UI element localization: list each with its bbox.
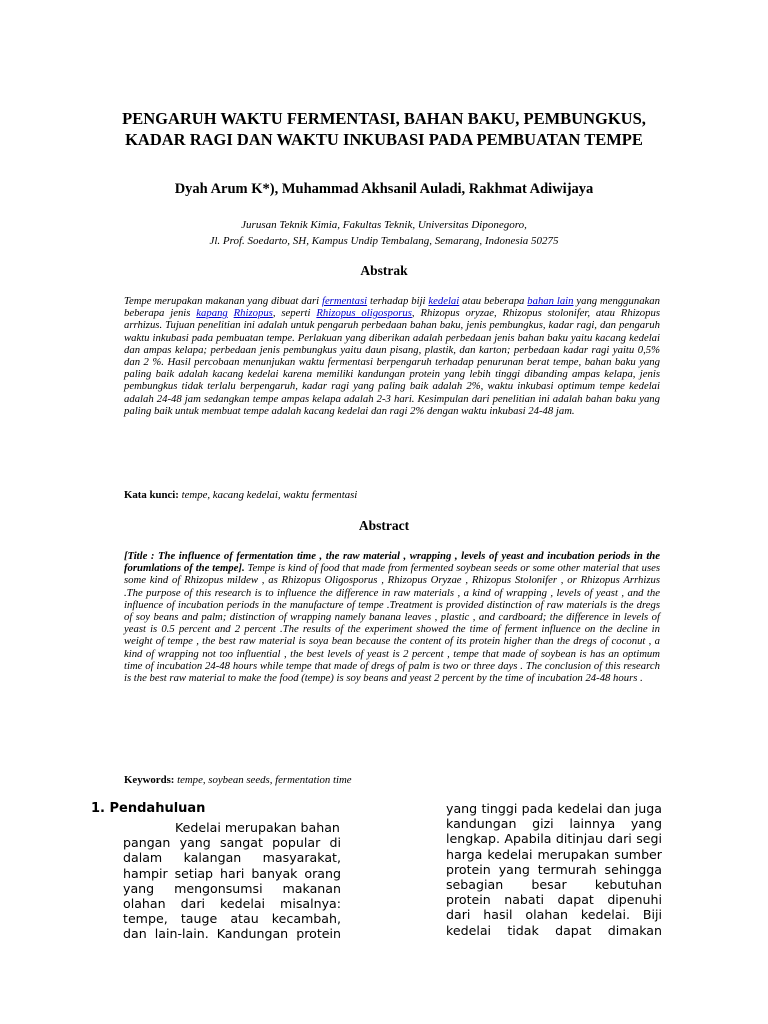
keywords-label: Keywords: bbox=[124, 774, 175, 786]
abstrak-paragraph bbox=[124, 295, 660, 417]
kata-kunci-value: tempe, kacang kedelai, waktu fermentasi bbox=[178, 489, 358, 501]
text-line: hampir setiap hari banyak orang bbox=[123, 865, 341, 881]
text-line: olahan dari kedelai misalnya: bbox=[123, 895, 341, 911]
link-rhizopus-oligosporus[interactable]: Rhizopus oligosporus bbox=[316, 307, 412, 320]
text-line: kandungan gizi lainnya yang bbox=[446, 816, 662, 832]
abstract-heading: Abstract bbox=[358, 518, 410, 533]
kata-kunci bbox=[124, 489, 357, 501]
text-line: dari hasil olahan kedelai. Biji bbox=[446, 907, 662, 923]
kata-kunci-label: Kata kunci: bbox=[124, 489, 179, 501]
link-kedelai[interactable]: kedelai bbox=[428, 295, 460, 307]
text-line: yang mengonsumsi makanan bbox=[123, 880, 341, 896]
abstrak-text: , Rhizopus oryzae, Rhizopus stolonifer, atau Rhizopus arrhizus. Tujuan penelitian ini adalah untuk pengaruh perbedaan bahan baku, jenis pembungkus, kadar ragi, dan pengaruh waktu inkubasi pada pembuatan tempe. Perlakuan yang diberikan adalah perbedaan jenis bahan baku yaitu kacang kedelai dan ampas kelapa; perbedaan jenis pembungkus yaitu daun pisang, plastik, dan karton; perbedaan kadar ragi yaitu 0,5% dan 2 %. Hasil percobaan menunjukan waktu fermentasi berpengaruh terhadap penurunan berat tempe, bahan baku yang paling baik adalah kacang kedelai karena memiliki kandungan protein yang lebih tinggi dibanding ampas kelapa, jenis pembungkus tidak terlalu berpengaruh, kadar ragi yang paling baik adalah 2%, waktu inkubasi optimum tempe kedelai adalah 24-48 jam sedangkan tempe ampas kelapa adalah 2-3 hari. Kesimpulan dari penelitian ini adalah bahan baku yang paling baik untuk membuat tempe adalah kacang kedelai dan ragi 2% dengan waktu inkubasi 24-48 jam. bbox=[124, 307, 660, 417]
link-bahan-lain[interactable]: bahan lain bbox=[527, 295, 574, 307]
link-rhizopus[interactable]: Rhizopus bbox=[233, 307, 273, 320]
abstrak-heading: Abstrak bbox=[360, 263, 408, 278]
text-line: yang tinggi pada kedelai dan juga bbox=[446, 801, 662, 816]
paper-title bbox=[0, 108, 768, 150]
abstract-body: Tempe is kind of food that made from fermented soybean seeds or some other material that uses some kind of Rhizopus mildew , as Rhizopus Oligosporus , Rhizopus Oryzae , Rhizopus Stolonifer , or Rhizopus Arrhizus .The purpose of this research is to influence the difference in raw materials , a kind of wrapping , levels of yeast , and the influence of incubation periods in the manufacture of tempe .Treatment is provided distinction of raw materials is the dregs of soy beans and palm; distinction of wrapping namely banana leaves , plastic , and cardboard; the difference in levels of yeast is 0.5 percent and 2 percent .The results of the experiment showed the time of ferment influence on the decline in weight of tempe , the best raw material is soya bean because the content of its protein higher than the dregs of coconut , a kind of wrapping not too influential , the best levels of yeast is 2 percent , tempe that made of soybean is has an optimum time of incubation 24-48 hours while tempe that made of dregs of palm is two or three days . The conclusion of this research is the best raw material to make the food (tempe) is soy beans and yeast 2 percent by the time of incubation 24-48 hours . bbox=[124, 562, 661, 685]
keywords bbox=[124, 774, 352, 786]
body-column-right bbox=[446, 801, 662, 938]
affiliation-line-2: Jl. Prof. Soedarto, SH, Kampus Undip Tembalang, Semarang, Indonesia 50275 bbox=[209, 235, 559, 247]
abstract-paragraph bbox=[124, 550, 660, 684]
text-line: sebagian besar kebutuhan bbox=[446, 876, 662, 892]
text-line: dalam kalangan masyarakat, bbox=[123, 850, 341, 866]
abstrak-text: Tempe merupakan makanan yang dibuat dari bbox=[124, 295, 322, 307]
title-line-1: PENGARUH WAKTU FERMENTASI, BAHAN BAKU, PEMBUNGKUS, bbox=[122, 109, 646, 128]
abstract-title-bracket: [Title : The influence of fermentation time , the raw material , wrapping , levels of yeast and incubation periods in the forumlations of the tempe]. bbox=[124, 550, 660, 575]
abstrak-text: yang menggunakan beberapa jenis bbox=[124, 295, 660, 320]
paper-affiliation bbox=[0, 217, 768, 249]
link-fermentasi[interactable]: fermentasi bbox=[321, 295, 368, 307]
text-line: protein yang termurah sehingga bbox=[446, 861, 662, 877]
link-kapang[interactable]: kapang bbox=[196, 307, 228, 320]
text-line: kedelai tidak dapat dimakan bbox=[446, 922, 662, 938]
abstrak-text: atau beberapa bbox=[459, 295, 528, 307]
text-line: dan lain-lain. Kandungan protein bbox=[123, 926, 341, 942]
keywords-value: tempe, soybean seeds, fermentation time bbox=[174, 774, 352, 786]
text-line: pangan yang sangat popular di bbox=[123, 835, 341, 851]
abstrak-text: terhadap biji bbox=[367, 295, 429, 307]
text-line: tempe, tauge atau kecambah, bbox=[123, 911, 341, 927]
abstrak-text: , seperti bbox=[272, 307, 317, 320]
text-line: Kedelai merupakan bahan bbox=[175, 820, 340, 835]
text-line: lengkap. Apabila ditinjau dari segi bbox=[446, 831, 662, 847]
text-line: harga kedelai merupakan sumber bbox=[446, 846, 662, 862]
affiliation-line-1: Jurusan Teknik Kimia, Fakultas Teknik, Universitas Diponegoro, bbox=[241, 219, 527, 231]
paper-authors: Dyah Arum K*), Muhammad Akhsanil Auladi, Rakhmat Adiwijaya bbox=[174, 181, 594, 197]
text-line: protein nabati dapat dipenuhi bbox=[446, 892, 662, 908]
body-column-left bbox=[123, 820, 341, 942]
section-heading: 1. Pendahuluan bbox=[91, 801, 206, 816]
title-line-2: KADAR RAGI DAN WAKTU INKUBASI PADA PEMBUATAN TEMPE bbox=[125, 130, 643, 149]
